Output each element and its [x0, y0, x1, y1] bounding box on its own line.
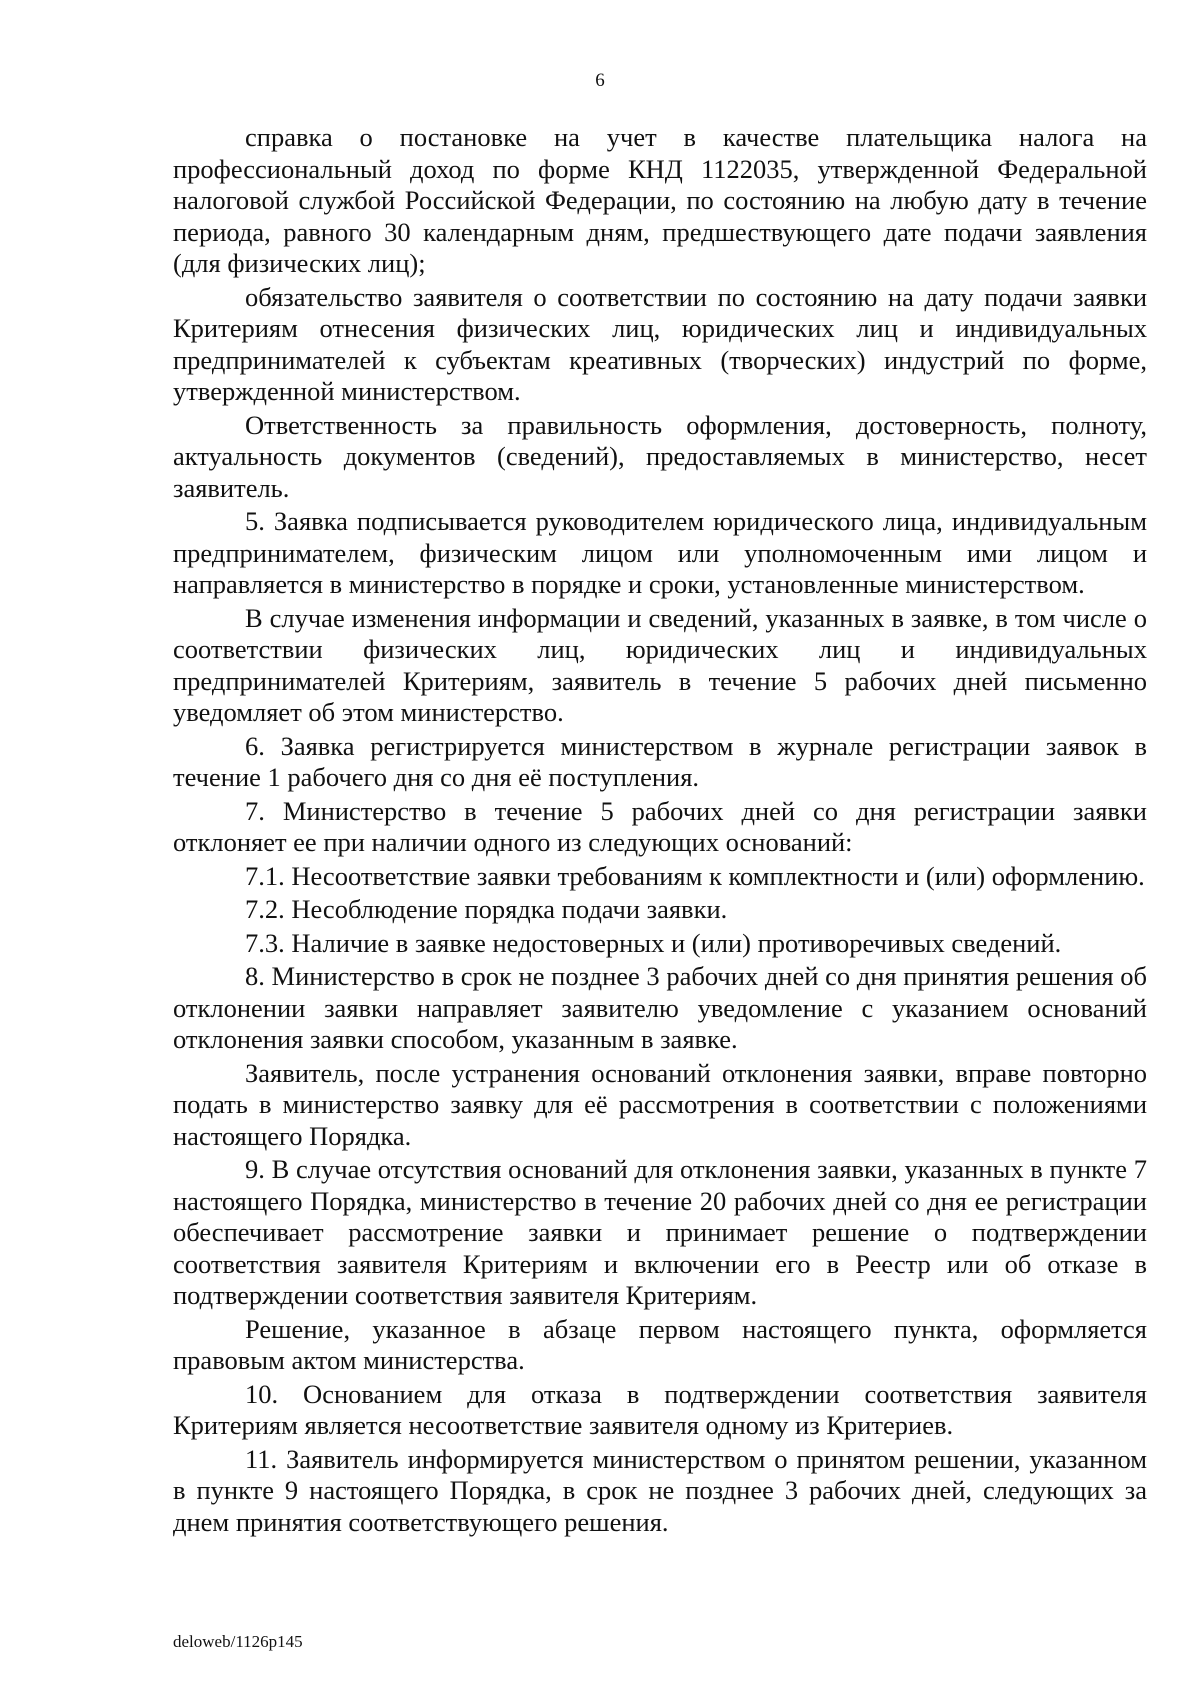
paragraph-item-7: 7. Министерство в течение 5 рабочих дней со дня регистрации заявки отклоняет ее при наличии одного из следующих оснований:	[173, 795, 1147, 857]
document-footer-code: deloweb/1126p145	[173, 1632, 303, 1651]
paragraph-resubmission: Заявитель, после устранения оснований отклонения заявки, вправе повторно подать в министерство заявку для её рассмотрения в соответствии с положениями настоящего Порядка.	[173, 1057, 1147, 1151]
page-number: 6	[595, 70, 605, 91]
document-body	[173, 122, 1147, 1540]
paragraph-item-7-2: 7.2. Несоблюдение порядка подачи заявки.	[245, 894, 728, 924]
paragraph-item-7-1: 7.1. Несоответствие заявки требованиям к комплектности и (или) оформлению.	[245, 860, 1145, 891]
paragraph-item-11: 11. Заявитель информируется министерством о принятом решении, указанном в пункте 9 настоящего Порядка, в срок не позднее 3 рабочих дней, следующих за днем принятия соответствующего решения.	[173, 1443, 1147, 1537]
paragraph-applicant-obligation: обязательство заявителя о соответствии по состоянию на дату подачи заявки Критериям отнесения физических лиц, юридических лиц и индивидуальных предпринимателей к субъектам креативных (творческих) индустрий по форме, утвержденной министерством.	[173, 281, 1147, 406]
paragraph-tax-certificate: справка о постановке на учет в качестве плательщика налога на профессиональный доход по форме КНД 1122035, утвержденной Федеральной налоговой службой Российской Федерации, по состоянию на любую дату в течение периода, равного 30 календарным дням, предшествующего дате подачи заявления (для физических лиц);	[173, 122, 1147, 278]
paragraph-item-9: 9. В случае отсутствия оснований для отклонения заявки, указанных в пункте 7 настоящего Порядка, министерство в течение 20 рабочих дней со дня ее регистрации обеспечивает рассмотрение заявки и принимает решение о подтверждении соответствия заявителя Критериям и включении его в Реестр или об отказе в подтверждении соответствия заявителя Критериям.	[173, 1154, 1147, 1310]
paragraph-item-6: 6. Заявка регистрируется министерством в журнале регистрации заявок в течение 1 рабочего дня со дня её поступления.	[173, 730, 1147, 792]
paragraph-item-8: 8. Министерство в срок не позднее 3 рабочих дней со дня принятия решения об отклонении заявки направляет заявителю уведомление с указанием оснований отклонения заявки способом, указанным в заявке.	[173, 961, 1147, 1054]
paragraph-change-notice: В случае изменения информации и сведений, указанных в заявке, в том числе о соответствии физических лиц, юридических лиц и индивидуальных предпринимателей Критериям, заявитель в течение 5 рабочих дней письменно уведомляет об этом министерство.	[173, 602, 1147, 727]
paragraph-item-7-3: 7.3. Наличие в заявке недостоверных и (или) противоречивых сведений.	[245, 927, 1062, 958]
paragraph-item-5: 5. Заявка подписывается руководителем юридического лица, индивидуальным предпринимателем, физическим лицом или уполномоченным ими лицом и направляется в министерство в порядке и сроки, установленные министерством.	[173, 506, 1147, 599]
paragraph-decision-act: Решение, указанное в абзаце первом настоящего пункта, оформляется правовым актом министерства.	[173, 1313, 1147, 1375]
paragraph-item-10: 10. Основанием для отказа в подтверждении соответствия заявителя Критериям является несоответствие заявителя одному из Критериев.	[173, 1378, 1147, 1440]
paragraph-responsibility: Ответственность за правильность оформления, достоверность, полноту, актуальность документов (сведений), предоставляемых в министерство, несет заявитель.	[173, 409, 1147, 503]
